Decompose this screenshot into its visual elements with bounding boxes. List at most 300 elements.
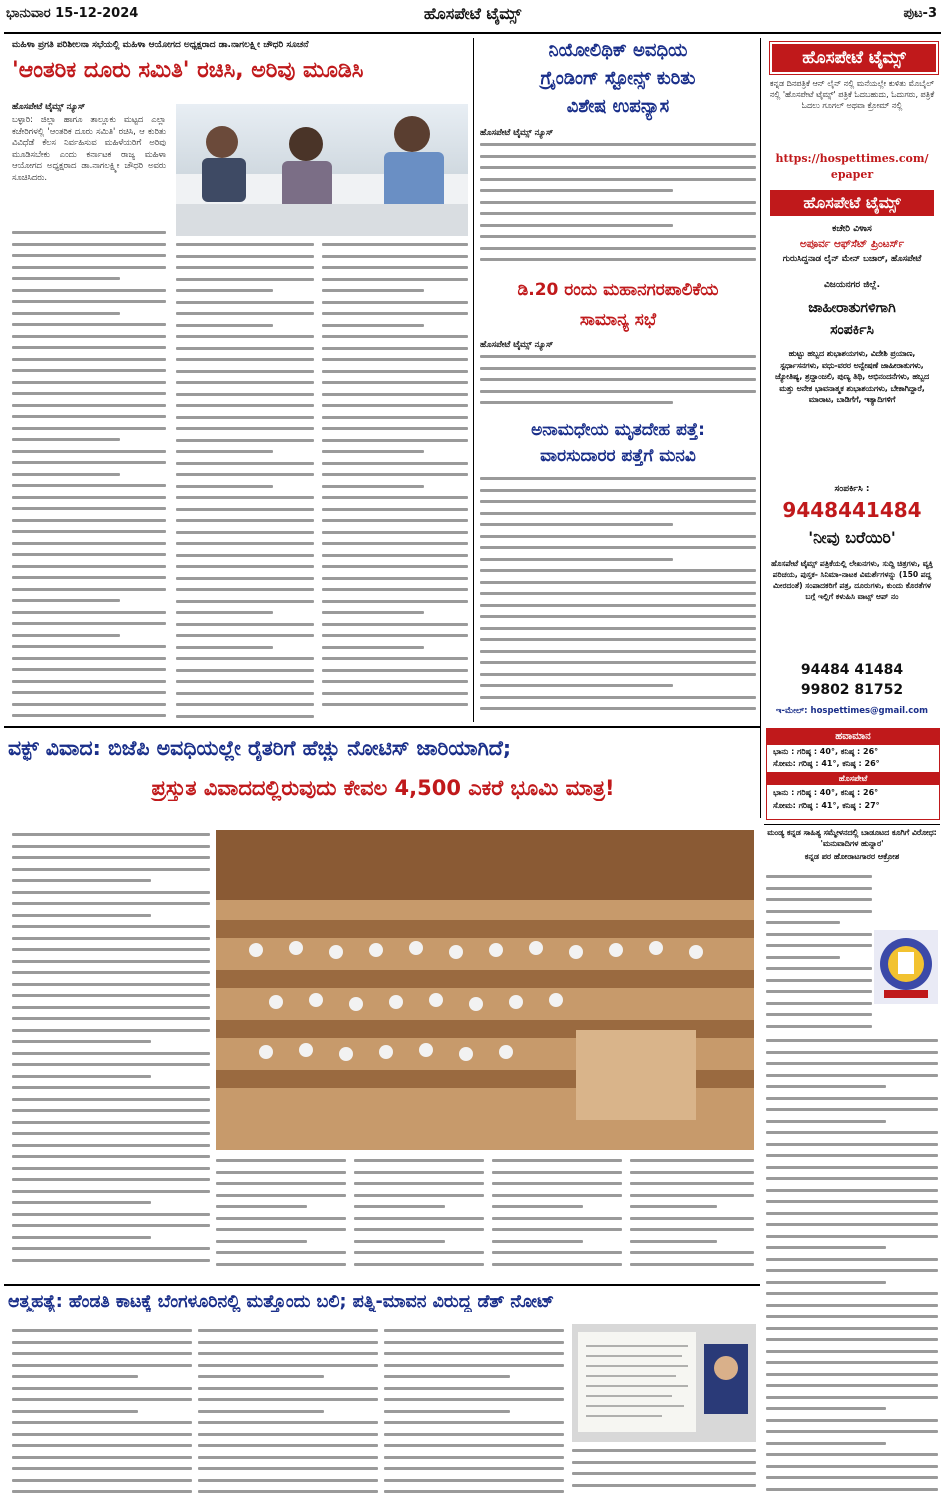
text-line [480, 489, 756, 492]
text-line [12, 427, 166, 430]
text-line [766, 1062, 938, 1065]
story6-body [766, 1036, 938, 1496]
text-line [384, 1421, 564, 1424]
text-line [12, 611, 166, 614]
text-line [12, 392, 166, 395]
text-line [492, 1194, 622, 1197]
text-line [176, 324, 273, 327]
sidebar-logo-2: ಹೊಸಪೇಟೆ ಟೈಮ್ಸ್ [770, 190, 934, 216]
text-line [766, 1166, 938, 1169]
text-line [176, 611, 273, 614]
weather-sub-title: ಹೊಸಪೇಟೆ [767, 772, 939, 785]
text-line [766, 1177, 938, 1180]
text-line [766, 1212, 938, 1215]
story7-headline: ಆತ್ಮಹತ್ಯೆ: ಹೆಂಡತಿ ಕಾಟಕ್ಕೆ ಬೆಂಗಳೂರಿನಲ್ಲಿ ಮತ್ತೊಂದು ಬಲಿ; ಪತ್ನಿ-ಮಾವನ ವಿರುದ್ಧ ಡೆತ್ ನೋಟ್ [8, 1292, 555, 1312]
text-line [766, 1013, 872, 1016]
text-line [766, 990, 872, 993]
text-line [766, 887, 872, 890]
text-line [384, 1375, 510, 1378]
text-line [176, 646, 273, 649]
text-line [12, 1467, 192, 1470]
text-line [480, 523, 673, 526]
text-line [12, 1341, 192, 1344]
text-line [12, 243, 166, 246]
text-line [176, 416, 314, 419]
text-line [322, 669, 468, 672]
text-line [12, 1490, 192, 1493]
text-line [766, 1407, 886, 1410]
text-line [12, 634, 120, 637]
text-line [322, 577, 468, 580]
text-line [12, 323, 166, 326]
text-line [198, 1329, 378, 1332]
col-divider-2 [760, 38, 761, 818]
text-line [480, 500, 756, 503]
weather-title: ಹವಾಮಾನ [767, 729, 939, 745]
text-line [766, 1453, 938, 1456]
text-line [198, 1456, 378, 1459]
text-line [766, 1373, 938, 1376]
text-line [480, 684, 673, 687]
text-line [480, 627, 756, 630]
text-line [766, 1304, 938, 1307]
text-line [12, 845, 210, 848]
text-line [12, 473, 120, 476]
text-line [766, 1223, 938, 1226]
text-line [198, 1398, 378, 1401]
text-line [216, 1240, 307, 1243]
story5-body-col5 [630, 1156, 754, 1270]
text-line [12, 530, 166, 533]
text-line [176, 692, 314, 695]
text-line [216, 1251, 346, 1254]
text-line [354, 1171, 484, 1174]
sidebar-url-2[interactable]: epaper [830, 168, 874, 181]
text-line [766, 1419, 938, 1422]
text-line [12, 1155, 210, 1158]
rule-mid [4, 726, 760, 728]
text-line [480, 189, 673, 192]
text-line [12, 1456, 192, 1459]
text-line [766, 1488, 938, 1491]
text-line [176, 554, 314, 557]
sidebar-ads-list: ಹುಟ್ಟು ಹಬ್ಬದ ಶುಭಾಶಯಗಳು, ವಿದೇಶಿ ಪ್ರಯಾಣ, ಸ್ಪರ್ಧಾಸನಗಳು, ವಧು-ವರರ ಅನ್ವೇಷಣೆ ಜಾಹೀರಾತುಗಳು, ಜ್ಯೋತಿಷ್ಯ, ಶ್ರದ್ದಾಂಜಲಿ, ಪುಣ್ಯ ತಿಥಿ, ಅಭಿನಂದನೆಗಳು, ಹಬ್ಬದ ಮತ್ತು ಅನೇಕ ಭಾವನಾತ್ಮಕ ಶುಭಾಶಯಗಳು, ಬೇಕಾಗಿದ್ದಾರೆ, ಮಾರಾಟ, ಬಾಡಿಗೆಗೆ, ಇತ್ಯಾದಿಗಳಿಗೆ [774, 349, 930, 404]
text-line [12, 231, 166, 234]
text-line [766, 1396, 938, 1399]
text-line [766, 1002, 872, 1005]
text-line [572, 1484, 756, 1487]
sidebar-promo: ಕನ್ನಡ ದಿನಪತ್ರಿಕೆ ಆನ್ ಲೈನ್ ನಲ್ಲಿ ಮನೆಯಲ್ಲೇ ಕುಳಿತು ಮೊಬೈಲ್ ನಲ್ಲಿ 'ಹೊಸಪೇಟೆ ಟೈಮ್ಸ್' ಪತ್ರಿಕೆ ಓದಬಹುದು, ಓದುಗರು, ಪತ್ರಿಕೆ ಓದಲು ಗೂಗಲ್ ಅಥವಾ ಕ್ರೋಮ್ ನಲ್ಲಿ [769, 79, 935, 110]
text-line [12, 266, 166, 269]
text-line [480, 512, 756, 515]
text-line [766, 921, 840, 924]
text-line [384, 1467, 564, 1470]
text-line [766, 1025, 872, 1028]
text-line [766, 1430, 938, 1433]
text-line [480, 258, 756, 261]
story1-body-col3 [322, 240, 468, 710]
text-line [176, 577, 314, 580]
story6-sub: ಕನ್ನಡ ಪರ ಹೋರಾಟಗಾರರ ಆಕ್ರೋಶ [804, 852, 900, 861]
masthead-page: ಪುಟ-3 [903, 6, 937, 21]
text-line [216, 1182, 346, 1185]
text-line [322, 692, 468, 695]
text-line [176, 588, 314, 591]
masthead-rule [4, 32, 941, 34]
text-line [492, 1205, 583, 1208]
text-line [766, 967, 872, 970]
story6-photo [874, 930, 938, 1004]
sidebar-ads-1: ಜಾಹೀರಾತುಗಳಿಗಾಗಿ [808, 300, 896, 316]
text-line [766, 1465, 938, 1468]
text-line [12, 1224, 210, 1227]
text-line [480, 390, 756, 393]
text-line [480, 401, 673, 404]
text-line [322, 485, 424, 488]
text-line [12, 1006, 210, 1009]
story1-headline: 'ಆಂತರಿಕ ದೂರು ಸಮಿತಿ' ರಚಿಸಿ, ಅರಿವು ಮೂಡಿಸಿ [12, 58, 364, 83]
text-line [480, 615, 756, 618]
text-line [630, 1194, 754, 1197]
text-line [384, 1410, 510, 1413]
text-line [12, 902, 210, 905]
text-line [12, 1421, 192, 1424]
text-line [322, 301, 468, 304]
text-line [12, 856, 210, 859]
text-line [766, 1361, 938, 1364]
story2-body [480, 140, 756, 272]
text-line [492, 1240, 583, 1243]
text-line [766, 1246, 886, 1249]
text-line [322, 623, 468, 626]
text-line [766, 1315, 938, 1318]
death-note-photo-icon [572, 1324, 756, 1442]
text-line [384, 1341, 564, 1344]
story4-headline-1: ಅನಾಮಧೇಯ ಮೃತದೇಹ ಪತ್ತೆ: [531, 420, 705, 440]
text-line [12, 925, 210, 928]
text-line [12, 381, 166, 384]
text-line [12, 1109, 210, 1112]
sidebar-office-4: ವಿಜಯನಗರ ಜಿಲ್ಲೆ. [824, 280, 880, 290]
text-line [12, 1144, 210, 1147]
text-line [480, 581, 756, 584]
text-line [12, 1236, 151, 1239]
text-line [480, 367, 756, 370]
weather-box [766, 728, 940, 820]
text-line [322, 358, 468, 361]
text-line [176, 657, 314, 660]
text-line [480, 378, 756, 381]
text-line [12, 1121, 210, 1124]
text-line [480, 355, 756, 358]
text-line [354, 1217, 484, 1220]
text-line [12, 914, 151, 917]
text-line [176, 255, 314, 258]
story5-body-col3 [354, 1156, 484, 1270]
text-line [176, 301, 314, 304]
story3-headline-2: ಸಾಮಾನ್ಯ ಸಭೆ [579, 310, 657, 330]
text-line [322, 496, 468, 499]
text-line [176, 680, 314, 683]
text-line [630, 1228, 754, 1231]
text-line [176, 427, 314, 430]
text-line [480, 477, 756, 480]
text-line [480, 661, 756, 664]
text-line [354, 1263, 484, 1266]
text-line [198, 1421, 378, 1424]
weather-row-2: ಸೋಮ: ಗರಿಷ್ಠ : 41°, ಕನಿಷ್ಠ : 26° [773, 759, 880, 768]
text-line [12, 714, 166, 717]
story5-body-col1 [12, 830, 210, 1270]
masthead [0, 0, 945, 30]
text-line [12, 1364, 192, 1367]
text-line [322, 427, 468, 430]
sidebar-whatsapp-2[interactable]: 99802 81752 [800, 682, 904, 698]
text-line [322, 600, 468, 603]
text-line [12, 879, 151, 882]
text-line [630, 1171, 754, 1174]
text-line [12, 1213, 210, 1216]
sidebar-whatsapp-1[interactable]: 94484 41484 [800, 662, 904, 678]
story2-headline-3: ವಿಶೇಷ ಉಪನ್ಯಾಸ [566, 96, 670, 117]
text-line [12, 833, 210, 836]
text-line [384, 1433, 564, 1436]
text-line [354, 1240, 445, 1243]
text-line [480, 247, 756, 250]
text-line [492, 1228, 622, 1231]
text-line [630, 1205, 717, 1208]
text-line [176, 312, 314, 315]
text-line [766, 898, 872, 901]
text-line [198, 1387, 378, 1390]
text-line [480, 166, 756, 169]
text-line [12, 1259, 210, 1262]
text-line [12, 868, 210, 871]
text-line [480, 604, 756, 607]
text-line [322, 393, 468, 396]
sidebar-office-3: ಗುರುಸಿದ್ದನಾಡ ಲೈನ್ ಮೇನ್ ಬಜಾರ್, ಹೊಸಪೇಟೆ [782, 254, 922, 264]
text-line [12, 622, 166, 625]
story1-byline: ಹೊಸಪೇಟೆ ಟೈಮ್ಸ್ ನ್ಯೂಸ್ [12, 102, 86, 112]
text-line [176, 703, 314, 706]
text-line [176, 715, 314, 718]
text-line [322, 324, 424, 327]
story2-headline-1: ನಿಯೋಲಿಥಿಕ್ ಅವಧಿಯ [548, 40, 688, 61]
text-line [480, 638, 756, 641]
text-line [12, 542, 166, 545]
text-line [12, 668, 166, 671]
text-line [354, 1194, 484, 1197]
text-line [216, 1205, 307, 1208]
text-line [322, 381, 468, 384]
text-line [630, 1263, 754, 1266]
text-line [322, 335, 468, 338]
text-line [354, 1251, 484, 1254]
text-line [12, 588, 166, 591]
story3-headline-1: ಡಿ.20 ರಂದು ಮಹಾನಗರಪಾಲಿಕೆಯ [517, 280, 719, 300]
masthead-date: ಭಾನುವಾರ 15-12-2024 [6, 6, 139, 21]
weather-row-4: ಸೋಮ: ಗರಿಷ್ಠ : 41°, ಕನಿಷ್ಠ : 27° [773, 801, 880, 810]
text-line [12, 1433, 192, 1436]
text-line [176, 508, 314, 511]
text-line [630, 1251, 754, 1254]
text-line [12, 1444, 192, 1447]
rule-bottom [4, 1284, 760, 1286]
text-line [176, 634, 314, 637]
sidebar [764, 38, 940, 820]
story1-kicker: ಮಹಿಳಾ ಪ್ರಗತಿ ಪರಿಶೀಲನಾ ಸಭೆಯಲ್ಲಿ ಮಹಿಳಾ ಆಯೋಗದ ಅಧ್ಯಕ್ಷರಾದ ಡಾ.ನಾಗಲಕ್ಷ್ಮೀ ಚೌಧರಿ ಸೂಚನೆ [12, 40, 309, 50]
text-line [384, 1352, 564, 1355]
text-line [12, 891, 210, 894]
text-line [322, 611, 424, 614]
text-line [480, 546, 756, 549]
text-line [766, 1200, 938, 1203]
text-line [176, 266, 314, 269]
story7-body-col3 [384, 1326, 564, 1498]
text-line [176, 393, 314, 396]
text-line [322, 416, 468, 419]
text-line [12, 1086, 210, 1089]
story1-body-col2 [176, 240, 314, 720]
text-line [176, 565, 314, 568]
story1-photo [176, 104, 468, 236]
text-line [766, 1292, 938, 1295]
text-line [12, 507, 166, 510]
story5-headline-1: ವಕ್ಫ್ ವಿವಾದ: ಬಿಜೆಪಿ ಅವಧಿಯಲ್ಲೇ ರೈತರಿಗೆ ಹೆಚ್ಚು ನೋಟಿಸ್ ಜಾರಿಯಾಗಿದೆ; [8, 736, 512, 760]
text-line [12, 1075, 151, 1078]
text-line [12, 994, 210, 997]
text-line [12, 450, 166, 453]
story5-body-col2 [216, 1156, 346, 1270]
text-line [12, 404, 166, 407]
story7-body-col4 [572, 1446, 756, 1498]
text-line [12, 553, 166, 556]
text-line [766, 1131, 938, 1134]
text-line [12, 1052, 210, 1055]
text-line [572, 1461, 756, 1464]
text-line [12, 680, 166, 683]
weather-row-3: ಭಾನು : ಗರಿಷ್ಠ : 40°, ಕನಿಷ್ಠ : 26° [773, 788, 879, 797]
text-line [384, 1479, 564, 1482]
text-line [216, 1228, 346, 1231]
sidebar-ads-2: ಸಂಪರ್ಕಿಸಿ [830, 322, 874, 338]
sidebar-phone[interactable]: 9448441484 [782, 498, 922, 522]
text-line [480, 569, 756, 572]
text-line [12, 971, 210, 974]
text-line [12, 1029, 210, 1032]
text-line [480, 535, 756, 538]
text-line [12, 1352, 192, 1355]
text-line [480, 155, 756, 158]
text-line [322, 519, 468, 522]
sidebar-url[interactable]: https://hospettimes.com/ [775, 152, 929, 165]
story5-body-col4 [492, 1156, 622, 1270]
story3-byline: ಹೊಸಪೇಟೆ ಟೈಮ್ಸ್ ನ್ಯೂಸ್ [480, 340, 554, 350]
text-line [322, 680, 468, 683]
text-line [766, 1154, 938, 1157]
text-line [480, 592, 756, 595]
text-line [322, 404, 468, 407]
text-line [216, 1263, 346, 1266]
text-line [384, 1398, 564, 1401]
text-line [572, 1449, 756, 1452]
text-line [176, 450, 273, 453]
text-line [198, 1479, 378, 1482]
text-line [176, 485, 273, 488]
text-line [176, 278, 314, 281]
text-line [12, 438, 120, 441]
text-line [322, 370, 468, 373]
text-line [12, 289, 166, 292]
story2-headline-2: ಗ್ರೈಂಡಿಂಗ್ ಸ್ಟೋನ್ಸ್ ಕುರಿತು [540, 68, 696, 89]
text-line [176, 496, 314, 499]
text-line [12, 1329, 192, 1332]
text-line [12, 691, 166, 694]
sidebar-write-box: ಹೊಸಪೇಟೆ ಟೈಮ್ಸ್ ಪತ್ರಿಕೆಯಲ್ಲಿ ಲೇಖನಗಳು, ಸುದ್ದಿ ಚಿತ್ರಗಳು, ವ್ಯಕ್ತಿ ಪರಿಚಯ, ಪುಸ್ತಕ- ಸಿನಿಮಾ-ನಾಟಕ ವಿಮರ್ಶೆಗಳನ್ನು (150 ಪದ್ದ ಮೀರದಂತೆ) ಸಂಪಾದಕರಿಗೆ ಪತ್ರ, ದೂರುಗಳು, ಕುಂದು ಕೊರತೆಗಳ ಬಗ್ಗೆ ಇಲ್ಲಿಗೆ ಕಳುಹಿಸಿ ವಾಟ್ಸ್ ಆಪ್ ನಂ [771, 559, 933, 601]
text-line [12, 1201, 151, 1204]
text-line [322, 634, 468, 637]
sidebar-tagline: 'ನೀವು ಬರೆಯಿರಿ' [808, 528, 896, 547]
text-line [216, 1171, 346, 1174]
text-line [630, 1217, 754, 1220]
text-line [480, 224, 673, 227]
story6-body-top [766, 872, 872, 1032]
text-line [322, 531, 468, 534]
text-line [12, 415, 166, 418]
text-line [12, 1132, 210, 1135]
text-line [766, 1097, 938, 1100]
story4-body [480, 474, 756, 714]
text-line [12, 277, 120, 280]
text-line [176, 335, 314, 338]
text-line [766, 1476, 938, 1479]
text-line [176, 370, 314, 373]
text-line [480, 235, 756, 238]
text-line [12, 1190, 210, 1193]
text-line [12, 937, 210, 940]
text-line [480, 212, 756, 215]
text-line [766, 1384, 938, 1387]
text-line [384, 1387, 564, 1390]
text-line [766, 1074, 938, 1077]
text-line [12, 1387, 192, 1390]
text-line [12, 1017, 210, 1020]
text-line [12, 657, 166, 660]
text-line [766, 956, 840, 959]
story7-body-col2 [198, 1326, 378, 1498]
text-line [322, 278, 468, 281]
text-line [198, 1433, 378, 1436]
story5-headline-2: ಪ್ರಸ್ತುತ ವಿವಾದದಲ್ಲಿರುವುದು ಕೇವಲ 4,500 ಎಕರೆ ಭೂಮಿ ಮಾತ್ರ! [151, 776, 615, 800]
text-line [176, 600, 314, 603]
text-line [766, 1039, 938, 1042]
text-line [322, 646, 424, 649]
text-line [176, 473, 314, 476]
text-line [766, 944, 872, 947]
sidebar-email[interactable]: ಇ-ಮೇಲ್: hospettimes@gmail.com [775, 706, 929, 716]
text-line [12, 1410, 138, 1413]
text-line [176, 381, 314, 384]
story2-byline: ಹೊಸಪೇಟೆ ಟೈಮ್ಸ್ ನ್ಯೂಸ್ [480, 128, 554, 138]
text-line [572, 1472, 756, 1475]
text-line [216, 1194, 346, 1197]
text-line [354, 1205, 445, 1208]
text-line [480, 696, 756, 699]
text-line [322, 255, 468, 258]
text-line [354, 1228, 484, 1231]
text-line [322, 439, 468, 442]
text-line [198, 1467, 378, 1470]
